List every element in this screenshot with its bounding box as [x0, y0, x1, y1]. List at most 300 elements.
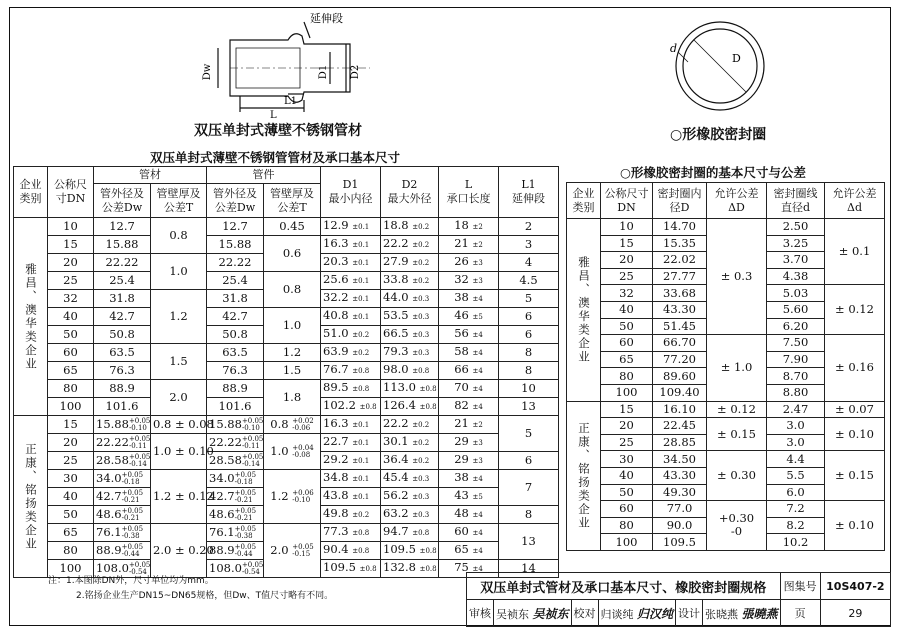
d1-cell: 76.7 ±0.8	[321, 362, 381, 380]
tolerance-stack: +0.04 -0.08	[292, 444, 314, 459]
seal-id-cell: 16.10	[653, 401, 707, 418]
tolerance-stack: +0.05 -0.21	[234, 507, 257, 522]
header2-tol-d: 允许公差Δd	[825, 183, 885, 219]
table-row	[14, 470, 559, 488]
dn-cell: 100	[48, 560, 94, 578]
header-category: 企业类别	[14, 167, 48, 218]
header2-category: 企业类别	[567, 183, 601, 219]
dn-cell: 25	[601, 434, 653, 451]
pipe-od-cell: 22.22+0.05 -0.11	[94, 434, 151, 452]
table-row	[14, 380, 559, 398]
wire-d-cell: 4.4	[767, 451, 825, 468]
l-cell: 38 ±4	[439, 470, 499, 488]
wire-d-cell: 8.2	[767, 517, 825, 534]
dn-cell: 25	[601, 268, 653, 285]
designer-name: 张晓燕 張曉燕	[703, 600, 781, 627]
dn-cell: 80	[48, 380, 94, 398]
tolerance-stack: +0.05 -0.10	[241, 417, 264, 432]
wire-d-cell: 5.5	[767, 467, 825, 484]
seal-id-cell: 51.45	[653, 318, 707, 335]
tolerance-stack: +0.05 -0.10	[128, 417, 151, 432]
dn-cell: 15	[48, 416, 94, 434]
review-label: 审核	[467, 600, 494, 627]
l1-cell: 8	[499, 344, 559, 362]
fit-wall-cell: 1.0 +0.04 -0.08	[264, 434, 321, 470]
header-pipe: 管材	[94, 167, 207, 184]
tol-d-cell: ± 0.07	[825, 401, 885, 418]
d1-cell: 102.2 ±0.8	[321, 398, 381, 416]
table-row	[567, 501, 885, 518]
header2-wire-d: 密封圈线直径d	[767, 183, 825, 219]
seal-id-cell: 90.0	[653, 517, 707, 534]
dn-cell: 65	[48, 362, 94, 380]
label-d1: D1	[318, 64, 329, 80]
dn-cell: 50	[601, 318, 653, 335]
dn-cell: 80	[48, 542, 94, 560]
wire-d-cell: 8.70	[767, 368, 825, 385]
tolerance-stack: +0.05 -0.54	[128, 561, 151, 576]
seal-id-cell: 22.45	[653, 418, 707, 435]
seal-id-cell: 66.70	[653, 335, 707, 352]
d1-cell: 89.5 ±0.8	[321, 380, 381, 398]
fit-od-cell: 76.3	[207, 362, 264, 380]
seal-id-cell: 15.35	[653, 235, 707, 252]
tolerance-stack: +0.05 -0.21	[121, 489, 144, 504]
category-cell: 正康、铭扬类企业	[567, 401, 601, 550]
table-row	[567, 219, 885, 236]
l-cell: 29 ±3	[439, 434, 499, 452]
l-cell: 65 ±4	[439, 542, 499, 560]
l-cell: 70 ±4	[439, 380, 499, 398]
table-row	[567, 451, 885, 468]
pipe-wall-cell: 1.2 ± 0.12	[151, 470, 207, 524]
check-label: 校对	[571, 600, 598, 627]
designer-signature: 張曉燕	[741, 606, 778, 621]
wire-d-cell: 8.80	[767, 384, 825, 401]
d1-cell: 51.0 ±0.2	[321, 326, 381, 344]
dn-cell: 40	[601, 301, 653, 318]
tolerance-stack: +0.05 -0.54	[241, 561, 264, 576]
dn-cell: 15	[601, 235, 653, 252]
header-fit-wall: 管壁厚及公差T	[264, 184, 321, 218]
l1-cell: 8	[499, 362, 559, 380]
d2-cell: 66.5 ±0.3	[381, 326, 439, 344]
header-d1: D1 最小内径	[321, 167, 381, 218]
l1-cell: 8	[499, 506, 559, 524]
label-l: L	[270, 110, 277, 121]
pipe-wall-cell: 2.0 ± 0.20	[151, 524, 207, 578]
tol-D-cell: ± 0.15	[707, 418, 767, 451]
seal-id-cell: 27.77	[653, 268, 707, 285]
seal-id-cell: 109.5	[653, 534, 707, 551]
pipe-od-cell: 88.9	[94, 380, 151, 398]
d2-cell: 113.0 ±0.8	[381, 380, 439, 398]
tolerance-stack: +0.05 -0.44	[121, 543, 144, 558]
fit-od-cell: 76.1+0.05 -0.38	[207, 524, 264, 542]
fit-od-cell: 108.0+0.05 -0.54	[207, 560, 264, 578]
dn-cell: 80	[601, 368, 653, 385]
pipe-od-cell: 88.9+0.05 -0.44	[94, 542, 151, 560]
d1-cell: 90.4 ±0.8	[321, 542, 381, 560]
category-cell: 正康、铭扬类企业	[14, 416, 48, 578]
drawing2-caption: ○形橡胶密封圈	[670, 127, 767, 143]
pipe-od-cell: 76.1+0.05 -0.38	[94, 524, 151, 542]
seal-id-cell: 77.0	[653, 501, 707, 518]
d2-cell: 109.5 ±0.8	[381, 542, 439, 560]
pipe-od-cell: 50.8	[94, 326, 151, 344]
note-2: 2.铭扬企业生产DN15~DN65规格，但Dw、T值尺寸略有不同。	[76, 591, 334, 601]
header-dn: 公称尺寸DN	[48, 167, 94, 218]
tol-D-cell: ± 1.0	[707, 335, 767, 401]
l-cell: 56 ±4	[439, 326, 499, 344]
table-row	[14, 344, 559, 362]
header2-dn: 公称尺寸DN	[601, 183, 653, 219]
pipe-wall-cell: 1.5	[151, 344, 207, 380]
atlas-number: 10S407-2	[820, 573, 890, 600]
l1-cell: 7	[499, 470, 559, 506]
dn-cell: 40	[48, 488, 94, 506]
d1-cell: 43.8 ±0.1	[321, 488, 381, 506]
header-d2: D2 最大外径	[381, 167, 439, 218]
l-cell: 58 ±4	[439, 344, 499, 362]
d2-cell: 45.4 ±0.3	[381, 470, 439, 488]
table-row	[14, 308, 559, 326]
tolerance-stack: +0.05 -0.38	[234, 525, 257, 540]
pipe-od-cell: 63.5	[94, 344, 151, 362]
wire-d-cell: 7.50	[767, 335, 825, 352]
header-pipe-od: 管外径及公差Dw	[94, 184, 151, 218]
d2-cell: 33.8 ±0.2	[381, 272, 439, 290]
d1-cell: 16.3 ±0.1	[321, 416, 381, 434]
l-cell: 26 ±3	[439, 254, 499, 272]
dn-cell: 25	[48, 272, 94, 290]
pipe-wall-cell: 0.8	[151, 218, 207, 254]
pipe-od-cell: 28.58+0.05 -0.14	[94, 452, 151, 470]
d2-cell: 56.2 ±0.3	[381, 488, 439, 506]
d1-cell: 40.8 ±0.1	[321, 308, 381, 326]
d1-cell: 22.7 ±0.1	[321, 434, 381, 452]
l1-cell: 13	[499, 524, 559, 560]
l-cell: 75 ±4	[439, 560, 499, 578]
dn-cell: 10	[48, 218, 94, 236]
category-cell: 雅昌、澳华类企业	[14, 218, 48, 416]
tolerance-stack: +0.02 -0.06	[292, 417, 314, 432]
d2-cell: 79.3 ±0.3	[381, 344, 439, 362]
d1-cell: 109.5 ±0.8	[321, 560, 381, 578]
l1-cell: 10	[499, 380, 559, 398]
l-cell: 60 ±4	[439, 524, 499, 542]
pipe-od-cell: 12.7	[94, 218, 151, 236]
d2-cell: 22.2 ±0.2	[381, 236, 439, 254]
pipe-wall-cell: 1.2	[151, 290, 207, 344]
d1-cell: 25.6 ±0.1	[321, 272, 381, 290]
seal-id-cell: 49.30	[653, 484, 707, 501]
dn-cell: 20	[48, 254, 94, 272]
table-row	[14, 362, 559, 380]
pipe-wall-cell: 1.0	[151, 254, 207, 290]
fit-od-cell: 34.0+0.05 -0.18	[207, 470, 264, 488]
l1-cell: 14	[499, 560, 559, 578]
page-number: 29	[820, 600, 890, 627]
fit-od-cell: 88.9+0.05 -0.44	[207, 542, 264, 560]
dn-cell: 80	[601, 517, 653, 534]
table-row	[14, 218, 559, 236]
header2-tol-D: 允许公差ΔD	[707, 183, 767, 219]
tol-d-cell: ± 0.12	[825, 285, 885, 335]
d1-cell: 49.8 ±0.2	[321, 506, 381, 524]
wire-d-cell: 2.47	[767, 401, 825, 418]
header-pipe-wall: 管壁厚及公差T	[151, 184, 207, 218]
l-cell: 46 ±5	[439, 308, 499, 326]
label-dw: Dw	[202, 63, 213, 81]
o-ring-drawing	[650, 10, 790, 122]
pipe-od-cell: 42.7+0.05 -0.21	[94, 488, 151, 506]
d2-cell: 22.2 ±0.2	[381, 416, 439, 434]
l1-cell: 5	[499, 416, 559, 452]
l1-cell: 13	[499, 398, 559, 416]
d2-cell: 53.5 ±0.3	[381, 308, 439, 326]
seal-id-cell: 43.30	[653, 467, 707, 484]
dn-cell: 30	[601, 451, 653, 468]
l-cell: 38 ±4	[439, 290, 499, 308]
fit-od-cell: 25.4	[207, 272, 264, 290]
header2-seal-id: 密封圈内径D	[653, 183, 707, 219]
seal-ring-table	[566, 182, 885, 551]
d2-cell: 98.0 ±0.8	[381, 362, 439, 380]
d2-cell: 27.9 ±0.2	[381, 254, 439, 272]
pipe-fitting-drawing	[180, 8, 390, 120]
wire-d-cell: 2.50	[767, 219, 825, 236]
wire-d-cell: 5.60	[767, 301, 825, 318]
fit-od-cell: 101.6	[207, 398, 264, 416]
dn-cell: 32	[601, 285, 653, 302]
dn-cell: 50	[601, 484, 653, 501]
pipe-od-cell: 15.88	[94, 236, 151, 254]
header-l: L 承口长度	[439, 167, 499, 218]
tol-d-cell: ± 0.15	[825, 451, 885, 501]
d2-cell: 30.1 ±0.2	[381, 434, 439, 452]
table-row	[14, 272, 559, 290]
d1-cell: 12.9 ±0.1	[321, 218, 381, 236]
wire-d-cell: 7.90	[767, 351, 825, 368]
fit-od-cell: 88.9	[207, 380, 264, 398]
tol-d-cell: ± 0.10	[825, 501, 885, 551]
fit-wall-cell: 0.8 +0.02 -0.06	[264, 416, 321, 434]
tolerance-stack: +0.06 -0.10	[292, 489, 314, 504]
category-cell: 雅昌、澳华类企业	[567, 219, 601, 402]
wire-d-cell: 3.0	[767, 434, 825, 451]
tolerance-stack: +0.05 -0.11	[241, 435, 264, 450]
page-label: 页	[780, 600, 820, 627]
dn-cell: 20	[601, 418, 653, 435]
dn-cell: 60	[601, 501, 653, 518]
pipe-dimension-table	[13, 166, 559, 578]
checker-signature: 归汉纯	[637, 606, 674, 621]
table-row	[14, 524, 559, 542]
l-cell: 18 ±2	[439, 218, 499, 236]
tol-D-cell: ± 0.12	[707, 401, 767, 418]
d1-cell: 29.2 ±0.1	[321, 452, 381, 470]
fit-wall-cell: 1.2 +0.06 -0.10	[264, 470, 321, 524]
fit-od-cell: 12.7	[207, 218, 264, 236]
wire-d-cell: 4.38	[767, 268, 825, 285]
fit-wall-cell: 2.0 +0.05 -0.15	[264, 524, 321, 578]
wire-d-cell: 3.0	[767, 418, 825, 435]
table-row	[14, 416, 559, 434]
design-label: 设计	[676, 600, 703, 627]
d2-cell: 44.0 ±0.3	[381, 290, 439, 308]
dn-cell: 60	[48, 344, 94, 362]
label-d-small: d	[670, 42, 678, 55]
seal-id-cell: 89.60	[653, 368, 707, 385]
pipe-od-cell: 48.6+0.05 -0.21	[94, 506, 151, 524]
dn-cell: 100	[48, 398, 94, 416]
wire-d-cell: 6.20	[767, 318, 825, 335]
seal-id-cell: 34.50	[653, 451, 707, 468]
d1-cell: 32.2 ±0.1	[321, 290, 381, 308]
fit-od-cell: 50.8	[207, 326, 264, 344]
dn-cell: 15	[601, 401, 653, 418]
table-row	[14, 434, 559, 452]
dn-cell: 15	[48, 236, 94, 254]
fit-od-cell: 31.8	[207, 290, 264, 308]
tol-D-cell: ± 0.30	[707, 451, 767, 501]
dn-cell: 40	[601, 467, 653, 484]
fit-od-cell: 42.7+0.05 -0.21	[207, 488, 264, 506]
wire-d-cell: 5.03	[767, 285, 825, 302]
reviewer-name: 吴祯东 吴祯东	[494, 600, 572, 627]
d1-cell: 63.9 ±0.2	[321, 344, 381, 362]
pipe-od-cell: 15.88+0.05 -0.10	[94, 416, 151, 434]
l-cell: 21 ±2	[439, 236, 499, 254]
reviewer-signature: 吴祯东	[532, 606, 569, 621]
l-cell: 43 ±5	[439, 488, 499, 506]
pipe-wall-cell: 2.0	[151, 380, 207, 416]
l-cell: 82 ±4	[439, 398, 499, 416]
pipe-wall-cell: 0.8 ± 0.08	[151, 416, 207, 434]
fit-od-cell: 15.88	[207, 236, 264, 254]
fit-wall-cell: 1.0	[264, 308, 321, 344]
wire-d-cell: 10.2	[767, 534, 825, 551]
label-d2: D2	[350, 64, 361, 80]
header-l1: L1 延伸段	[499, 167, 559, 218]
d1-cell: 34.8 ±0.1	[321, 470, 381, 488]
dn-cell: 100	[601, 384, 653, 401]
tolerance-stack: +0.05 -0.11	[128, 435, 151, 450]
dn-cell: 65	[601, 351, 653, 368]
dn-cell: 50	[48, 506, 94, 524]
label-l1: L1	[284, 96, 298, 107]
tolerance-stack: +0.05 -0.18	[234, 471, 257, 486]
seal-id-cell: 109.40	[653, 384, 707, 401]
dn-cell: 20	[48, 434, 94, 452]
l-cell: 66 ±4	[439, 362, 499, 380]
seal-id-cell: 33.68	[653, 285, 707, 302]
l-cell: 32 ±3	[439, 272, 499, 290]
dn-cell: 50	[48, 326, 94, 344]
fit-wall-cell: 0.6	[264, 236, 321, 272]
tol-d-cell: ± 0.10	[825, 418, 885, 451]
l1-cell: 4.5	[499, 272, 559, 290]
d2-cell: 36.4 ±0.2	[381, 452, 439, 470]
table-row	[567, 335, 885, 352]
fit-wall-cell: 1.8	[264, 380, 321, 416]
tolerance-stack: +0.05 -0.14	[128, 453, 151, 468]
dn-cell: 25	[48, 452, 94, 470]
tolerance-stack: +0.05 -0.21	[234, 489, 257, 504]
wire-d-cell: 3.70	[767, 252, 825, 269]
seal-id-cell: 22.02	[653, 252, 707, 269]
dn-cell: 60	[601, 335, 653, 352]
dn-cell: 10	[601, 219, 653, 236]
fit-wall-cell: 1.2	[264, 344, 321, 362]
table-row	[14, 236, 559, 254]
sheet-title: 双压单封式管材及承口基本尺寸、橡胶密封圈规格	[467, 573, 781, 600]
wire-d-cell: 7.2	[767, 501, 825, 518]
pipe-od-cell: 76.3	[94, 362, 151, 380]
d2-cell: 18.8 ±0.2	[381, 218, 439, 236]
l1-cell: 6	[499, 326, 559, 344]
pipe-od-cell: 25.4	[94, 272, 151, 290]
table1-title: 双压单封式薄壁不锈钢管管材及承口基本尺寸	[150, 150, 401, 165]
l1-cell: 3	[499, 236, 559, 254]
fit-od-cell: 22.22+0.05 -0.11	[207, 434, 264, 452]
fit-od-cell: 15.88+0.05 -0.10	[207, 416, 264, 434]
fit-od-cell: 63.5	[207, 344, 264, 362]
d2-cell: 94.7 ±0.8	[381, 524, 439, 542]
l1-cell: 5	[499, 290, 559, 308]
d2-cell: 126.4 ±0.8	[381, 398, 439, 416]
tolerance-stack: +0.05 -0.15	[292, 543, 314, 558]
dn-cell: 65	[48, 524, 94, 542]
seal-id-cell: 14.70	[653, 219, 707, 236]
pipe-od-cell: 42.7	[94, 308, 151, 326]
pipe-od-cell: 22.22	[94, 254, 151, 272]
d2-cell: 132.8 ±0.8	[381, 560, 439, 578]
fit-wall-cell: 0.8	[264, 272, 321, 308]
header-fitting: 管件	[207, 167, 321, 184]
note-1: 注：1.本图除DN外，尺寸单位均为mm。	[48, 576, 214, 586]
d1-cell: 20.3 ±0.1	[321, 254, 381, 272]
table-row	[567, 401, 885, 418]
table-row	[567, 418, 885, 435]
d1-cell: 16.3 ±0.1	[321, 236, 381, 254]
wire-d-cell: 3.25	[767, 235, 825, 252]
atlas-label: 图集号	[780, 573, 820, 600]
drawing1-caption: 双压单封式薄壁不锈钢管材	[194, 123, 362, 139]
title-block	[466, 572, 891, 627]
l1-cell: 6	[499, 452, 559, 470]
label-d-big: D	[732, 52, 741, 65]
dn-cell: 40	[48, 308, 94, 326]
dn-cell: 100	[601, 534, 653, 551]
dn-cell: 20	[601, 252, 653, 269]
fit-wall-cell: 1.5	[264, 362, 321, 380]
tol-D-cell: +0.30 -0	[707, 501, 767, 551]
l1-cell: 4	[499, 254, 559, 272]
pipe-od-cell: 101.6	[94, 398, 151, 416]
tol-d-cell: ± 0.1	[825, 219, 885, 285]
tol-d-cell: ± 0.16	[825, 335, 885, 401]
l1-cell: 6	[499, 308, 559, 326]
pipe-od-cell: 34.0+0.05 -0.18	[94, 470, 151, 488]
fit-od-cell: 22.22	[207, 254, 264, 272]
d1-cell: 77.3 ±0.8	[321, 524, 381, 542]
wire-d-cell: 6.0	[767, 484, 825, 501]
tol-D-cell: ± 0.3	[707, 219, 767, 335]
l-cell: 48 ±4	[439, 506, 499, 524]
l1-cell: 2	[499, 218, 559, 236]
